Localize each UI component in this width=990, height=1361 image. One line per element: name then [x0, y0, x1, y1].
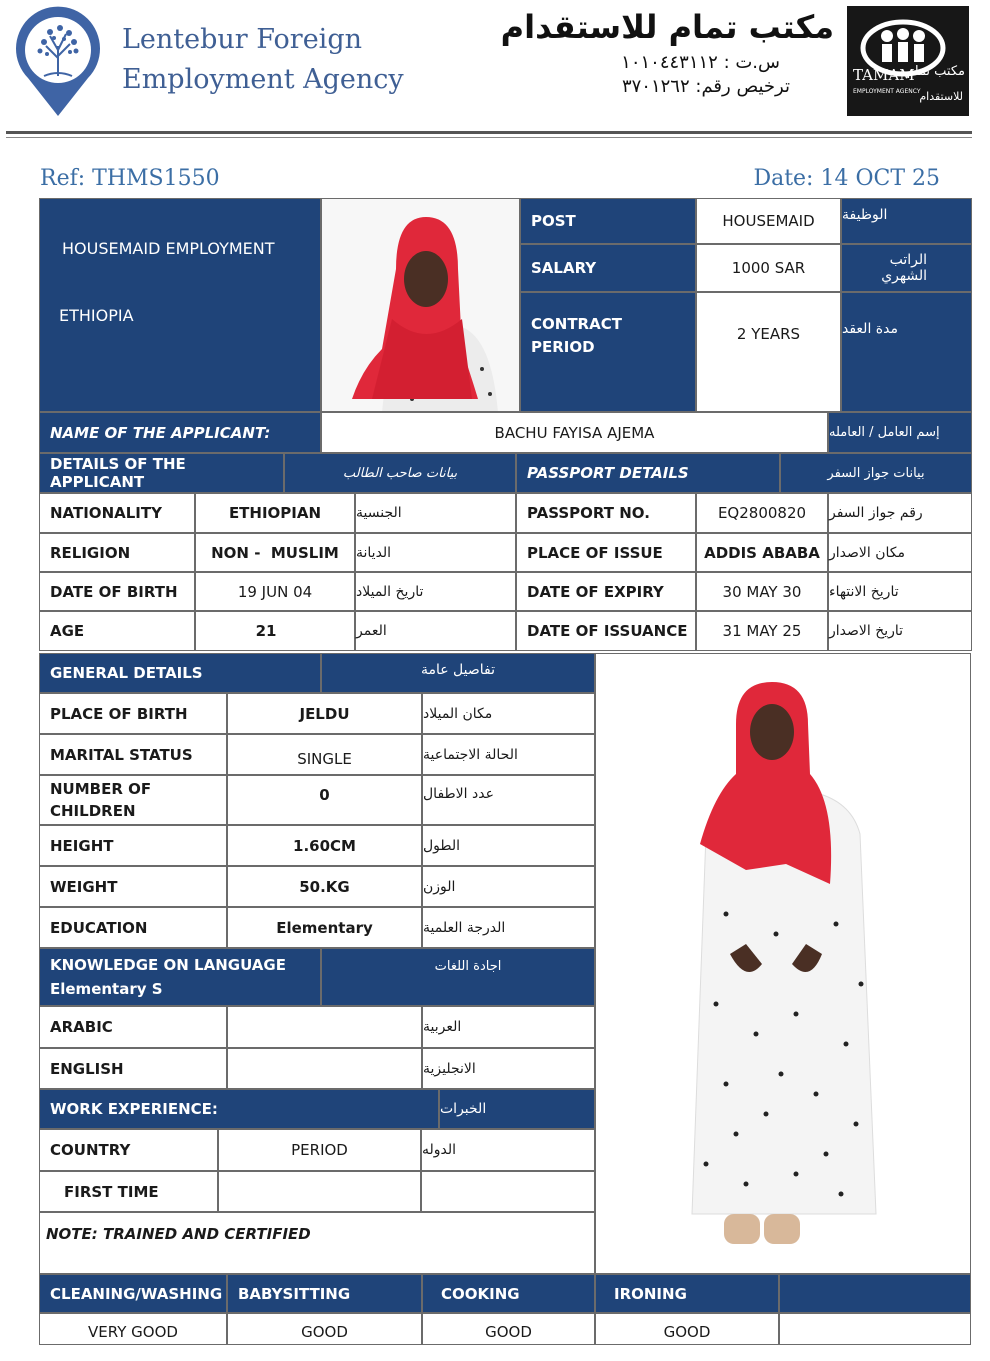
- applicant-name-label: NAME OF THE APPLICANT:: [39, 412, 321, 453]
- post-label: POST: [520, 198, 696, 244]
- dob-label: DATE OF BIRTH: [39, 572, 195, 611]
- post-value: HOUSEMAID: [696, 198, 841, 244]
- arabic-language-value: [227, 1006, 422, 1048]
- tamam-logo-sub-ar: للاستقدام: [919, 90, 963, 103]
- general-header-arabic: تفاصيل عامة: [321, 653, 595, 693]
- date-line: [700, 166, 940, 191]
- tamam-logo-sub: EMPLOYMENT AGENCY: [853, 88, 921, 95]
- education-arabic: الدرجة العلمية: [422, 907, 595, 948]
- salary-value: 1000 SAR: [696, 244, 841, 292]
- skill-ironing-label: IRONING: [595, 1274, 779, 1313]
- experience-period-col: PERIOD: [218, 1129, 421, 1171]
- applicant-name-arabic: إسم العامل / العامله: [828, 412, 972, 453]
- marital-status-label: MARITAL STATUS: [39, 734, 227, 775]
- experience-header-arabic: الخبرات: [439, 1089, 595, 1129]
- details-header: DETAILS OF THE APPLICANT: [39, 453, 284, 493]
- employment-panel: [39, 198, 321, 412]
- skill-cleaning-value: VERY GOOD: [39, 1313, 227, 1345]
- contract-arabic: مدة العقد: [841, 292, 972, 412]
- post-arabic: الوظيفة: [841, 198, 972, 244]
- details-header-arabic: بيانات صاحب الطالب: [284, 453, 516, 493]
- children-label: NUMBER OF CHILDREN: [39, 775, 227, 825]
- experience-note: NOTE: TRAINED AND CERTIFIED: [39, 1212, 595, 1274]
- height-label: HEIGHT: [39, 825, 227, 866]
- agency-name-line1: Lentebur Foreign: [122, 24, 362, 55]
- applicant-full-photo: [595, 653, 971, 1274]
- ref-label: Ref:: [40, 166, 86, 191]
- expiry-value: 30 MAY 30: [696, 572, 828, 611]
- applicant-portrait: [321, 198, 520, 412]
- agency-name-line2: Employment Agency: [122, 64, 404, 95]
- nationality-arabic: الجنسية: [355, 493, 516, 533]
- issuance-arabic: تاريخ الاصدار: [828, 611, 972, 651]
- tamam-logo-arabic: مكتب تمام: [906, 64, 965, 79]
- age-label: AGE: [39, 611, 195, 651]
- ref-value: THMS1550: [92, 166, 220, 191]
- children-value: 0: [227, 775, 422, 825]
- skill-babysitting-value: GOOD: [227, 1313, 422, 1345]
- passport-header: PASSPORT DETAILS: [516, 453, 780, 493]
- issuance-value: 31 MAY 25: [696, 611, 828, 651]
- skill-cleaning-label: CLEANING/WASHING: [39, 1274, 227, 1313]
- age-value: 21: [195, 611, 355, 651]
- header-divider: [6, 131, 972, 134]
- dob-arabic: تاريخ الميلاد: [355, 572, 516, 611]
- passport-header-arabic: بيانات جواز السفر: [780, 453, 972, 493]
- language-header-arabic: اجادة اللغات: [321, 948, 595, 1006]
- arabic-office-name: مكتب تمام للاستقدام: [500, 8, 834, 46]
- children-arabic: عدد الاطفال: [422, 775, 595, 825]
- contract-label: [520, 292, 696, 412]
- weight-arabic: الوزن: [422, 866, 595, 907]
- place-of-issue-label: PLACE OF ISSUE: [516, 533, 696, 572]
- ref-line: [40, 166, 220, 191]
- skill-cooking-label: COOKING: [422, 1274, 595, 1313]
- skill-babysitting-label: BABYSITTING: [227, 1274, 422, 1313]
- skill-cooking-value: GOOD: [422, 1313, 595, 1345]
- marital-status-value: SINGLE: [227, 734, 422, 775]
- passport-no-value: EQ2800820: [696, 493, 828, 533]
- religion-label: RELIGION: [39, 533, 195, 572]
- weight-label: WEIGHT: [39, 866, 227, 907]
- arabic-cr-number: س.ت : ١٠١٠٤٤٣١١٢: [621, 52, 780, 73]
- date-label: Date:: [753, 166, 814, 191]
- experience-country-col: COUNTRY: [39, 1129, 218, 1171]
- date-value: 14 OCT 25: [820, 166, 940, 191]
- skill-ironing-value: GOOD: [595, 1313, 779, 1345]
- english-language-label: ENGLISH: [39, 1048, 227, 1089]
- education-value: Elementary: [227, 907, 422, 948]
- full-body-photo: [596, 654, 971, 1274]
- salary-arabic: الراتب الشهري: [841, 244, 972, 292]
- nationality-value: ETHIOPIAN: [195, 493, 355, 533]
- place-of-birth-arabic: مكان الميلاد: [422, 693, 595, 734]
- weight-value: 50.KG: [227, 866, 422, 907]
- portrait-photo: [322, 199, 520, 412]
- contract-value: 2 YEARS: [696, 292, 841, 412]
- experience-header: WORK EXPERIENCE:: [39, 1089, 439, 1129]
- passport-no-arabic: رقم جواز السفر: [828, 493, 972, 533]
- education-label: EDUCATION: [39, 907, 227, 948]
- skill-extra-label: [779, 1274, 971, 1313]
- arabic-license-number: ترخيص رقم: ٣٧٠١٢٦٢: [621, 76, 790, 97]
- tree-pin-icon: [14, 6, 102, 118]
- religion-value: NON - MUSLIM: [195, 533, 355, 572]
- english-language-value: [227, 1048, 422, 1089]
- skill-extra-value: [779, 1313, 971, 1345]
- tamam-logo: [847, 6, 969, 116]
- expiry-arabic: تاريخ الانتهاء: [828, 572, 972, 611]
- experience-row-period: [218, 1171, 421, 1212]
- height-value: 1.60CM: [227, 825, 422, 866]
- contract-label-line2: PERIOD: [531, 338, 595, 356]
- english-language-arabic: الانجليزية: [422, 1048, 595, 1089]
- experience-row-label: FIRST TIME: [39, 1171, 218, 1212]
- contract-label-line1: CONTRACT: [531, 315, 622, 333]
- marital-status-arabic: الحالة الاجتماعية: [422, 734, 595, 775]
- agency-logo: [14, 6, 102, 118]
- experience-country-col-arabic: الدوله: [421, 1129, 595, 1171]
- religion-arabic: الديانة: [355, 533, 516, 572]
- general-header: GENERAL DETAILS: [39, 653, 321, 693]
- height-arabic: الطول: [422, 825, 595, 866]
- place-of-birth-label: PLACE OF BIRTH: [39, 693, 227, 734]
- dob-value: 19 JUN 04: [195, 572, 355, 611]
- agency-name: [122, 20, 442, 100]
- employment-type: HOUSEMAID EMPLOYMENT: [62, 239, 275, 258]
- language-header: [39, 948, 321, 1006]
- language-header-line2: Elementary S: [50, 980, 163, 998]
- issuance-label: DATE OF ISSUANCE: [516, 611, 696, 651]
- employment-country: ETHIOPIA: [59, 306, 134, 325]
- experience-row-arabic: [421, 1171, 595, 1212]
- tamam-logo-text: TAMAM: [853, 66, 915, 84]
- place-of-issue-value: ADDIS ABABA: [696, 533, 828, 572]
- language-header-line1: KNOWLEDGE ON LANGUAGE: [50, 956, 286, 974]
- nationality-label: NATIONALITY: [39, 493, 195, 533]
- expiry-label: DATE OF EXPIRY: [516, 572, 696, 611]
- applicant-name-value: BACHU FAYISA AJEMA: [321, 412, 828, 453]
- place-of-issue-arabic: مكان الاصدار: [828, 533, 972, 572]
- salary-label: SALARY: [520, 244, 696, 292]
- age-arabic: العمر: [355, 611, 516, 651]
- passport-no-label: PASSPORT NO.: [516, 493, 696, 533]
- arabic-language-label: ARABIC: [39, 1006, 227, 1048]
- header-divider-thin: [6, 137, 972, 138]
- arabic-language-arabic: العربية: [422, 1006, 595, 1048]
- place-of-birth-value: JELDU: [227, 693, 422, 734]
